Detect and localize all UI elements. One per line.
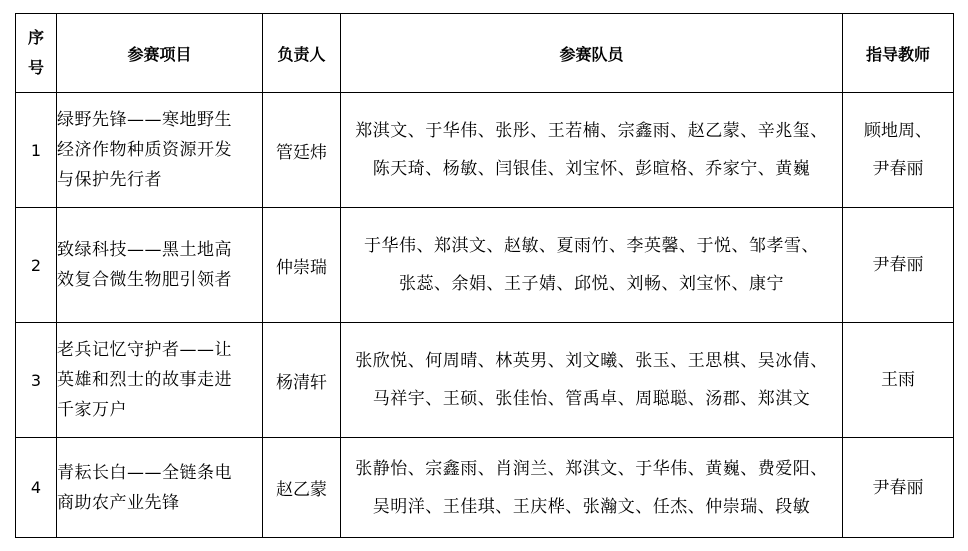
row-project — [57, 208, 263, 323]
row-mentor — [843, 323, 954, 438]
row-seq: 2 — [16, 208, 57, 323]
row-project — [57, 323, 263, 438]
members-line: 陈天琦、杨敏、闫银佳、刘宝怀、彭暄格、乔家宁、黄巍 — [372, 159, 811, 179]
mentor-line: 尹春丽 — [872, 255, 924, 275]
mentor-line: 尹春丽 — [872, 477, 924, 498]
row-members — [341, 93, 843, 208]
members-line: 郑淇文、于华伟、张彤、王若楠、宗鑫雨、赵乙蒙、辛兆玺、 — [355, 121, 828, 141]
project-line: 绿野先锋——寒地野生 — [57, 110, 232, 130]
header-row — [16, 14, 954, 93]
members-line: 吴明洋、王佳琪、王庆桦、张瀚文、任杰、仲崇瑞、段敏 — [372, 496, 811, 517]
members-line: 于华伟、郑淇文、赵敏、夏雨竹、李英馨、于悦、邹孝雪、 — [364, 236, 819, 256]
header-mentor: 指导教师 — [843, 14, 954, 93]
row-project — [57, 438, 263, 538]
row-seq: 3 — [16, 323, 57, 438]
project-line: 青耘长白——全链条电 — [57, 462, 232, 483]
project-line: 致绿科技——黑土地高 — [57, 240, 232, 260]
row-mentor — [843, 438, 954, 538]
project-line: 千家万户 — [57, 400, 127, 420]
team-roster-table — [15, 13, 954, 538]
project-line: 与保护先行者 — [57, 170, 162, 190]
members-line: 张欣悦、何周晴、林英男、刘文曦、张玉、王思棋、吴冰倩、 — [355, 351, 828, 371]
header-seq — [16, 14, 57, 93]
project-line: 效复合微生物肥引领者 — [57, 270, 232, 290]
row-leader: 赵乙蒙 — [263, 438, 341, 538]
project-line: 老兵记忆守护者——让 — [57, 340, 232, 360]
header-leader: 负责人 — [263, 14, 341, 93]
header-members: 参赛队员 — [341, 14, 843, 93]
header-seq-line2: 号 — [27, 58, 44, 77]
members-line: 马祥宇、王硕、张佳怡、管禹卓、周聪聪、汤郡、郑淇文 — [372, 389, 811, 409]
table-row — [16, 438, 954, 538]
row-seq: 1 — [16, 93, 57, 208]
table-row — [16, 323, 954, 438]
table-row — [16, 208, 954, 323]
row-leader: 杨清轩 — [263, 323, 341, 438]
row-members — [341, 323, 843, 438]
mentor-line: 王雨 — [881, 370, 915, 390]
project-line: 商助农产业先锋 — [57, 492, 180, 513]
row-members — [341, 208, 843, 323]
row-mentor — [843, 208, 954, 323]
project-line: 经济作物种质资源开发 — [57, 140, 232, 160]
row-seq: 4 — [16, 438, 57, 538]
row-mentor — [843, 93, 954, 208]
mentor-line: 顾地周、 — [864, 121, 932, 141]
members-line: 张静怡、宗鑫雨、肖润兰、郑淇文、于华伟、黄巍、费爱阳、 — [355, 458, 828, 479]
project-line: 英雄和烈士的故事走进 — [57, 370, 232, 390]
header-project: 参赛项目 — [57, 14, 263, 93]
row-project — [57, 93, 263, 208]
row-members — [341, 438, 843, 538]
table-row — [16, 93, 954, 208]
row-leader: 仲崇瑞 — [263, 208, 341, 323]
header-seq-line1: 序 — [27, 28, 44, 47]
mentor-line: 尹春丽 — [872, 159, 924, 179]
row-leader: 管廷炜 — [263, 93, 341, 208]
members-line: 张蕊、余娟、王子婧、邱悦、刘畅、刘宝怀、康宁 — [399, 274, 784, 294]
